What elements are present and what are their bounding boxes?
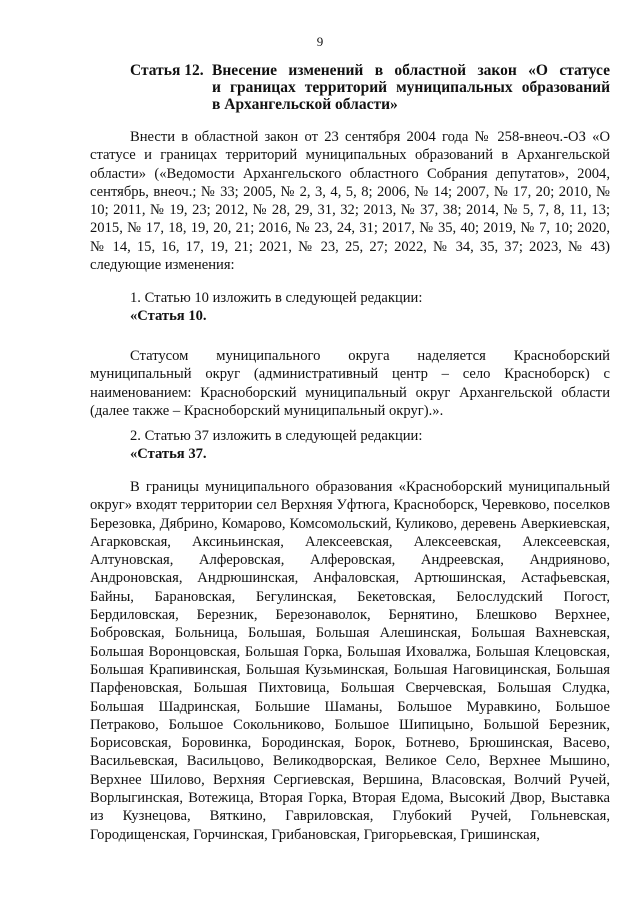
- intro-paragraph: Внести в областной закон от 23 сентября 2004 года № 258-внеоч.-ОЗ «О статусе и границах территорий муниципальных образований в Архангельской области» («Ведомости Архангельского областного Собрания депутатов», 2004, сентябрь, внеоч.; № 33; 2005, № 2, 3, 4, 5, 8; 2006, № 14; 2007, № 17, 20; 2010, № 10; 2011, № 19, 23; 2012, № 28, 29, 31, 32; 2013, № 37, 38; 2014, № 5, 7, 8, 11, 13; 2015, № 17, 18, 19, 20, 21; 2016, № 23, 24, 31; 2017, № 35, 40; 2019, № 7, 10; 2020, № 14, 15, 16, 17, 19, 21; 2021, № 23, 25, 27; 2022, № 34, 35, 37; 2023, № 43) следующие изменения:: [90, 129, 610, 274]
- item-2-article-title: «Статья 37.: [130, 446, 207, 463]
- heading-line-2-text: и границах территорий муниципальных образований: [212, 79, 610, 96]
- heading-label: Статья 12.: [130, 62, 204, 79]
- item-2-text: В границы муниципального образования «Красноборский муниципальный округ» входят территории сел Верхняя Уфтюга, Красноборск, Черевково, поселков Березовка, Дябрино, Комарово, Комсомольский, Куликово, деревень Аверкиевская, Агарковская, Аксиньинская, Алексеевская, Алексеевская, Алексеевская, Алтуновская, Алферовская, Алферовская, Андреевская, Андрияново, Андроновская, Андрюшинская, Анфаловская, Артюшинская, Астафьевская, Байны, Барановская, Бегулинская, Бекетовская, Белослудский Погост, Бердиловская, Березник, Березонаволок, Бернятино, Блешково Верхнее, Бобровская, Больница, Большая, Большая Алешинская, Большая Вахневская, Большая Воронцовская, Большая Горка, Большая Иховалжа, Большая Клецовская, Большая Крапивинская, Большая Кузьминская, Большая Наговицинская, Большая Парфеновская, Большая Пихтовица, Большая Сверчевская, Большая Слудка, Большая Шадринская, Большие Шаманы, Большое Муравкино, Большое Петраково, Большое Сокольниково, Большое Шипицыно, Большой Березник, Борисовская, Боровинка, Бородинская, Борок, Ботнево, Брюшинская, Васево, Васильевская, Васильцово, Великодворская, Великое Село, Верхнее Мышино, Верхнее Шилово, Верхняя Сергиевская, Вершина, Власовская, Волчий Ручей, Ворлыгинская, Вотежица, Вторая Горка, Вторая Едома, Высокий Двор, Выставка из Кузнецова, Вяткино, Гавриловская, Глубокий Ручей, Гольневская, Городищенская, Горчинская, Грибановская, Григорьевская, Гришинская,: [90, 479, 610, 843]
- page-number: 9: [316, 34, 324, 49]
- item-1-instruction: 1. Статью 10 изложить в следующей редакции:: [130, 290, 423, 306]
- item-1-text: Статусом муниципального округа наделяется Красноборский муниципальный округ (административный центр – село Красноборск) с наименованием: Красноборский муниципальный округ Архангельской области (далее также – Красноборский муниципальный округ).».: [90, 348, 610, 419]
- item-2-text-block: [90, 478, 610, 844]
- article-heading: [130, 62, 610, 113]
- heading-line-2: [130, 79, 610, 96]
- heading-line-3: в Архангельской области»: [212, 96, 398, 113]
- heading-line-1: Внесение изменений в областной закон «О статусе: [212, 62, 610, 79]
- heading-row-1: [130, 62, 610, 79]
- item-1-article-title: «Статья 10.: [130, 308, 207, 325]
- item-1-text-block: [90, 347, 610, 420]
- item-2-instruction: 2. Статью 37 изложить в следующей редакции:: [130, 428, 423, 444]
- item-1-block: [90, 289, 610, 326]
- intro-paragraph-block: [90, 128, 610, 274]
- item-2-block: [90, 427, 610, 464]
